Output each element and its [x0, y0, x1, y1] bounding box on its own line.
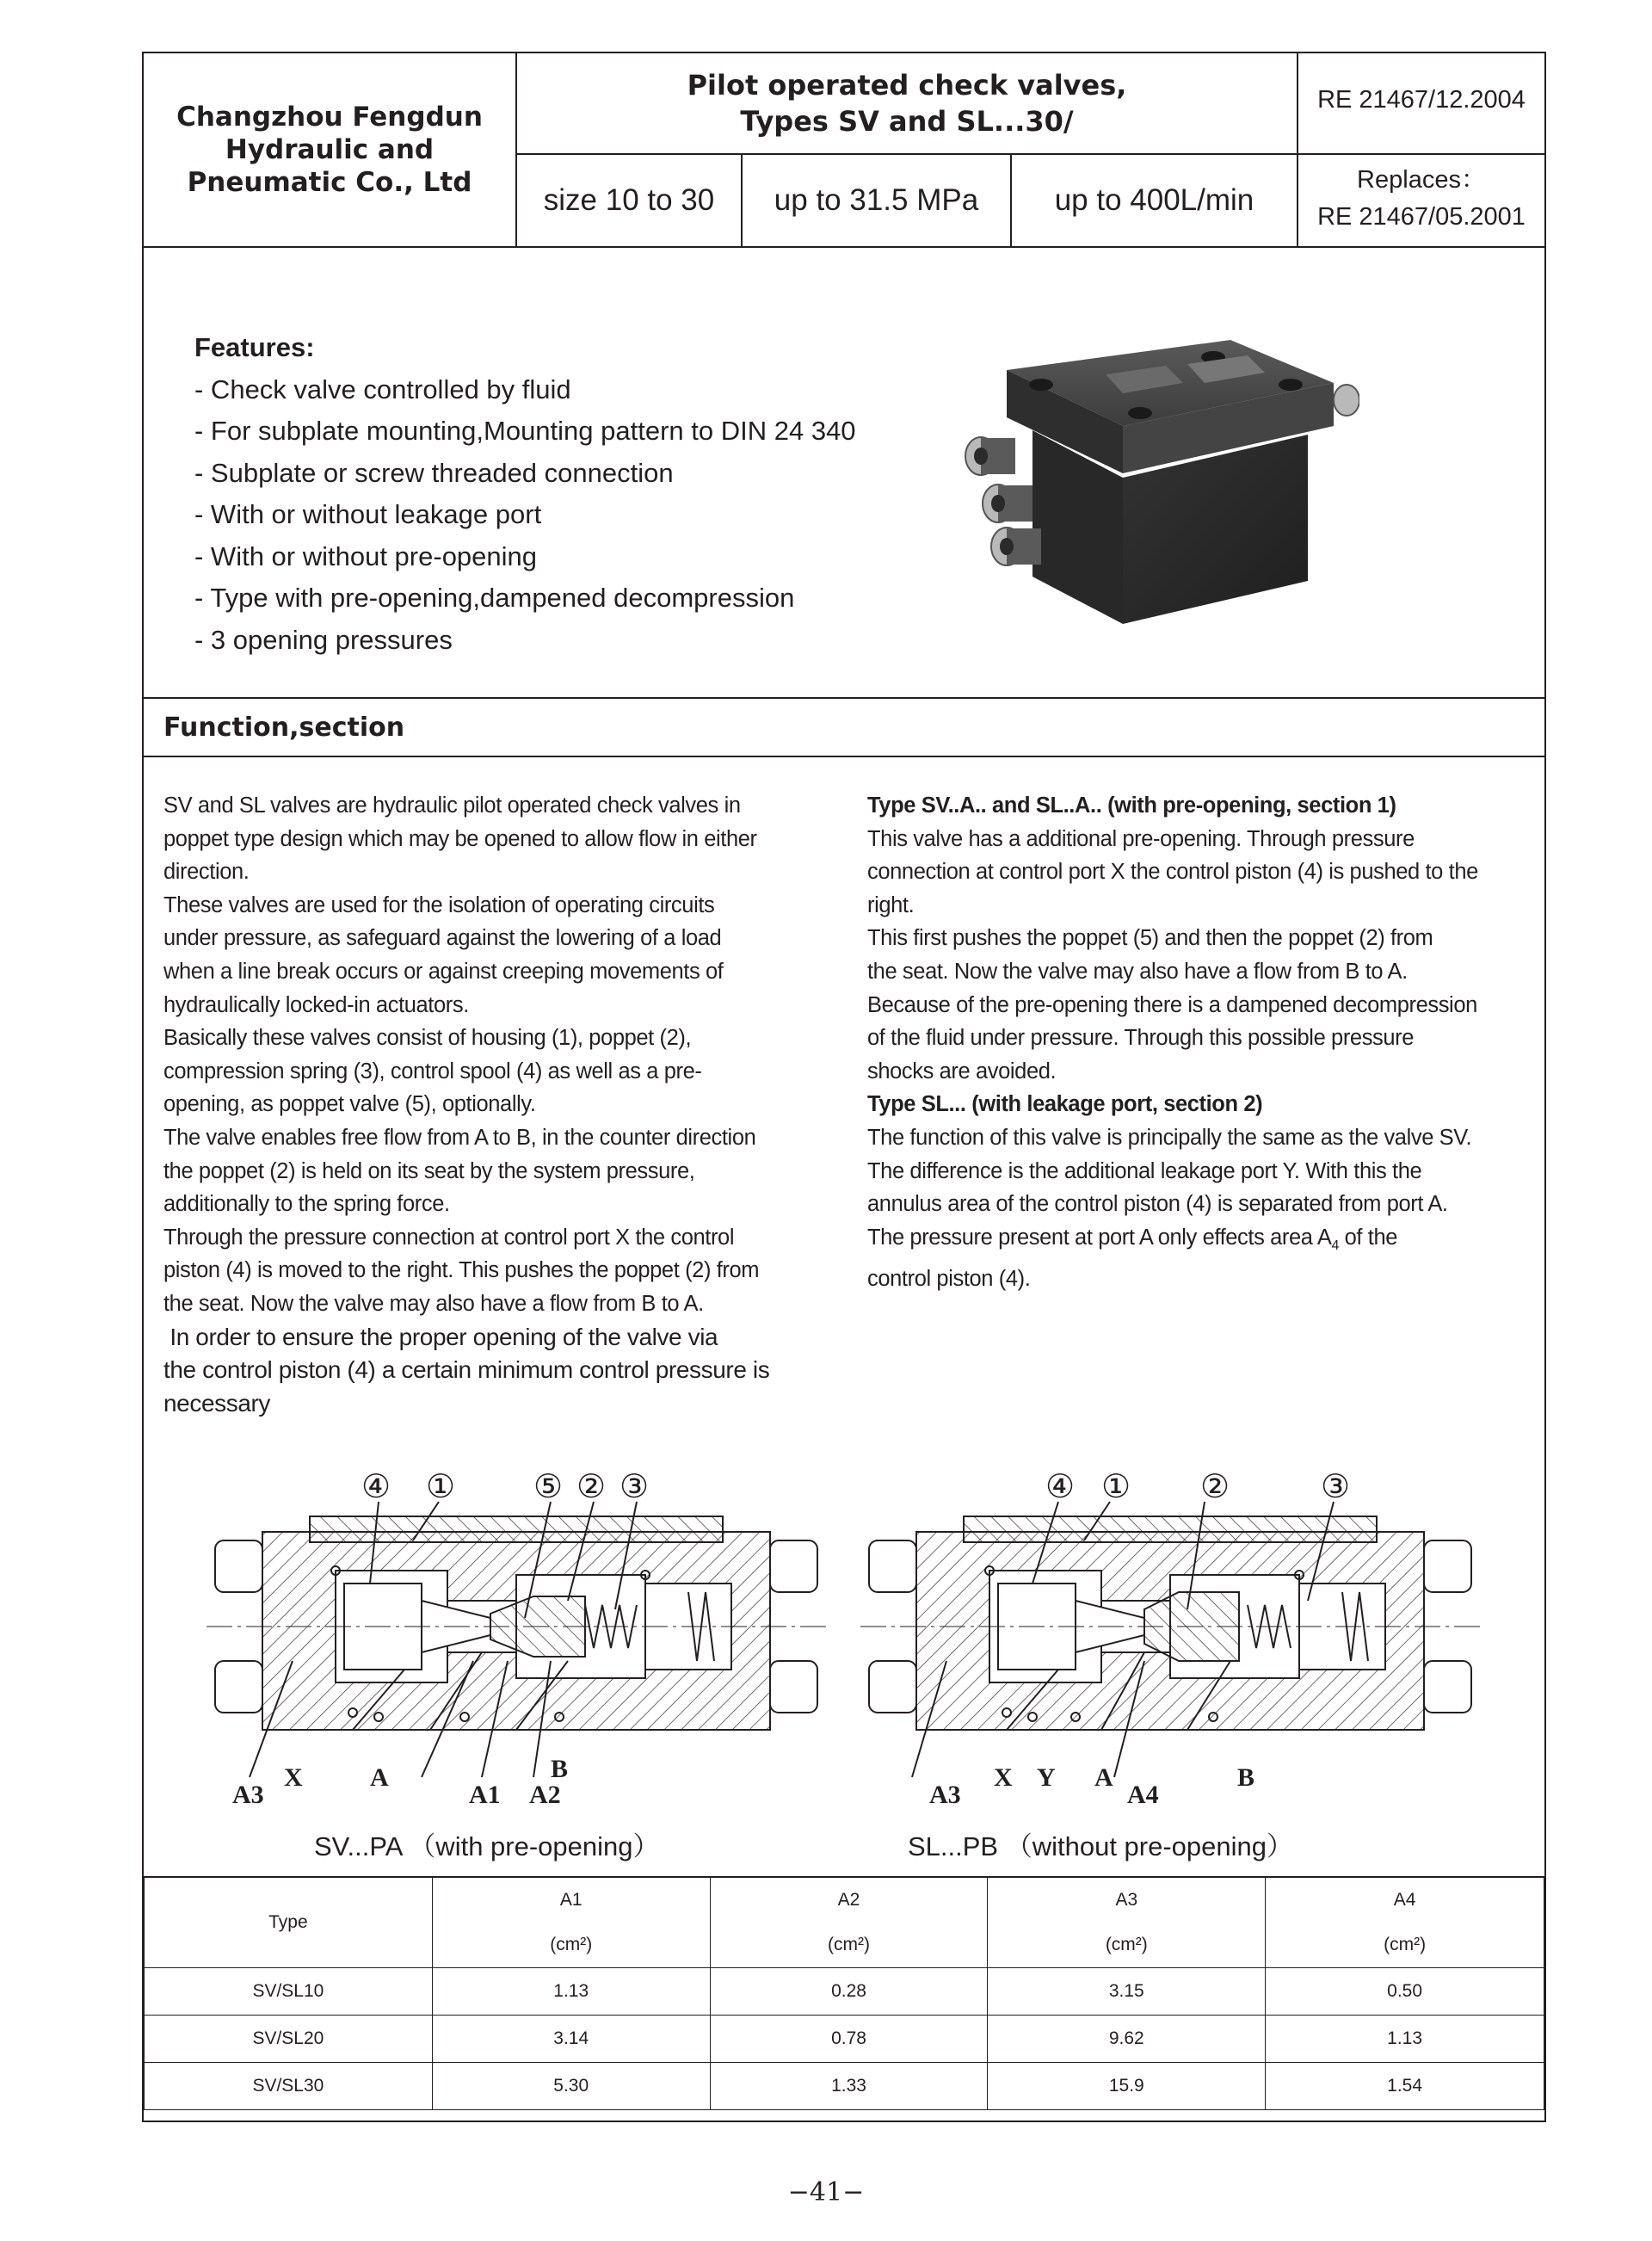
text-line: opening, as poppet valve (5), optionally. [163, 1092, 536, 1117]
text-line: the seat. Now the valve may also have a flow from B to A. [163, 1291, 704, 1316]
title-line: Pilot operated check valves, [687, 69, 1127, 102]
text-line: These valves are used for the isolation of operating circuits [163, 892, 715, 917]
text-line: poppet type design which may be opened to allow flow in either [163, 826, 757, 851]
company-line: Pneumatic Co., Ltd [187, 167, 472, 198]
port-label: A4 [1127, 1781, 1159, 1809]
callout-poppet: ② [1200, 1467, 1230, 1505]
table-unit-cell: (cm²) [432, 1923, 710, 1968]
area-table [144, 1876, 1544, 2110]
section-drawing-sv [206, 1454, 826, 1816]
table-cell-type: SV/SL20 [145, 2016, 433, 2063]
text-line: right. [867, 892, 915, 917]
spec-pressure: up to 31.5 MPa [774, 183, 979, 217]
table-cell: 3.14 [432, 2016, 710, 2063]
table-cell: 1.13 [432, 1968, 710, 2016]
text-line: piston (4) is moved to the right. This pushes the poppet (2) from [163, 1258, 760, 1283]
text-line: control piston (4). [867, 1267, 1031, 1292]
table-cell: 1.33 [710, 2063, 988, 2110]
callout-poppet: ② [576, 1467, 607, 1505]
function-text-left [163, 789, 835, 1420]
text-line: Basically these valves consist of housing (1), poppet (2), [163, 1026, 692, 1051]
port-label: A1 [469, 1781, 501, 1809]
text-line: the seat. Now the valve may also have a flow from B to A. [867, 959, 1408, 984]
valve-photo [955, 331, 1359, 637]
table-header-cell: A1 [432, 1877, 710, 1923]
feature-item: - Check valve controlled by fluid [194, 374, 571, 404]
replaces-number: RE 21467/05.2001 [1317, 203, 1526, 231]
doc-number: RE 21467/12.2004 [1317, 86, 1526, 114]
table-cell: 9.62 [988, 2016, 1266, 2063]
text-line: SV and SL valves are hydraulic pilot operated check valves in [163, 793, 741, 818]
table-cell: 0.78 [710, 2016, 988, 2063]
table-header-cell: A2 [710, 1877, 988, 1923]
table-cell: 5.30 [432, 2063, 710, 2110]
table-header-cell: A3 [988, 1877, 1266, 1923]
table-cell-type: SV/SL30 [145, 2063, 433, 2110]
text-line: of the fluid under pressure. Through this possible pressure [867, 1026, 1415, 1051]
port-label: X [994, 1763, 1013, 1792]
page-number: −41− [787, 2177, 865, 2207]
function-section-heading: Function,section [163, 713, 405, 743]
table-cell: 0.28 [710, 1968, 988, 2016]
callout-control-piston: ④ [1045, 1467, 1076, 1505]
company-name [144, 53, 515, 246]
table-cell: 3.15 [988, 1968, 1266, 2016]
text-line: hydraulically locked-in actuators. [163, 992, 469, 1017]
port-label: X [284, 1763, 303, 1792]
port-label: A2 [529, 1781, 561, 1809]
port-label: B [1237, 1763, 1255, 1792]
title-line: Types SV and SL...30/ [740, 105, 1074, 138]
text-line: the control piston (4) a certain minimum control pressure is [163, 1356, 770, 1384]
replaces-label: Replaces： [1357, 166, 1486, 194]
feature-item: - With or without leakage port [194, 499, 542, 529]
re-rule [1297, 153, 1546, 155]
table-cell: 1.54 [1266, 2063, 1544, 2110]
table-unit-cell: (cm²) [710, 1923, 988, 1968]
feature-item: - 3 opening pressures [194, 624, 453, 655]
table-row [145, 2063, 1544, 2110]
table-cell: 0.50 [1266, 1968, 1544, 2016]
table-header-row [145, 1877, 1544, 1923]
callout-housing: ① [426, 1467, 456, 1505]
callout-spring: ③ [1321, 1467, 1351, 1505]
header-bottom-rule [142, 246, 1546, 248]
text-line [867, 1221, 1538, 1263]
section-rule [142, 756, 1546, 757]
table-unit-cell: (cm²) [988, 1923, 1266, 1968]
port-label: A3 [929, 1781, 961, 1809]
table-header-cell: A4 [1266, 1877, 1544, 1923]
feature-item: - Type with pre-opening,dampened decompression [194, 583, 795, 613]
callout-spring: ③ [620, 1467, 650, 1505]
text-line: The difference is the additional leakage port Y. With this the [867, 1158, 1422, 1183]
feature-item: - With or without pre-opening [194, 540, 538, 571]
text-line: The valve enables free flow from A to B, in the counter direction [163, 1125, 756, 1150]
port-label: A [370, 1763, 389, 1792]
diagram-caption-right: SL...PB （without pre-opening） [908, 1831, 1294, 1861]
table-cell: 1.13 [1266, 2016, 1544, 2063]
text-line: when a line break occurs or against creeping movements of [163, 959, 724, 984]
table-row [145, 2016, 1544, 2063]
section-drawing-sl [860, 1454, 1480, 1816]
table-cell: 15.9 [988, 2063, 1266, 2110]
section-rule [142, 697, 1546, 699]
text-line: This valve has a additional pre-opening. Through pressure [867, 826, 1415, 851]
text-line: necessary [163, 1389, 271, 1417]
text-line: direction. [163, 860, 250, 885]
feature-item: - Subplate or screw threaded connection [194, 457, 674, 488]
text-fragment: of the [1338, 1225, 1398, 1250]
text-line: Because of the pre-opening there is a dampened decompression [867, 992, 1477, 1017]
port-label: A3 [232, 1781, 264, 1809]
port-label: B [551, 1755, 569, 1783]
table-unit-cell: (cm²) [1266, 1923, 1544, 1968]
text-fragment: The pressure present at port A only effects area A [867, 1225, 1332, 1250]
subheading: Type SV..A.. and SL..A.. (with pre-opening, section 1) [867, 793, 1396, 818]
callout-housing: ① [1101, 1467, 1131, 1505]
callout-control-piston: ④ [361, 1467, 391, 1505]
features-list [194, 327, 856, 661]
port-label: Y [1037, 1763, 1056, 1792]
text-line: the poppet (2) is held on its seat by the system pressure, [163, 1158, 695, 1183]
text-line: under pressure, as safeguard against the lowering of a load [163, 926, 722, 951]
text-line: compression spring (3), control spool (4) as well as a pre- [163, 1059, 702, 1083]
port-label: A [1094, 1763, 1113, 1792]
diagram-caption-left: SV...PA （with pre-opening） [314, 1831, 660, 1861]
text-line: In order to ensure the proper opening of the valve via [163, 1323, 718, 1350]
company-line: Changzhou Fengdun [176, 102, 483, 133]
function-text-right [867, 789, 1538, 1296]
document-title [517, 53, 1297, 153]
company-line: Hydraulic and [225, 134, 435, 165]
text-line: Through the pressure connection at control port X the control [163, 1225, 735, 1250]
features-heading: Features: [194, 332, 315, 362]
table-header-type: Type [145, 1877, 433, 1968]
callout-preopening-poppet: ⑤ [533, 1467, 564, 1505]
text-line: This first pushes the poppet (5) and then the poppet (2) from [867, 926, 1433, 951]
table-row [145, 1968, 1544, 2016]
feature-item: - For subplate mounting,Mounting pattern to DIN 24 340 [194, 416, 856, 446]
text-line: annulus area of the control piston (4) is separated from port A. [867, 1192, 1448, 1217]
table-cell-type: SV/SL10 [145, 1968, 433, 2016]
text-line: additionally to the spring force. [163, 1192, 450, 1217]
spec-size: size 10 to 30 [543, 183, 715, 217]
text-line: connection at control port X the control piston (4) is pushed to the [867, 860, 1478, 885]
subscript: 4 [1331, 1238, 1339, 1253]
text-line: The function of this valve is principally the same as the valve SV. [867, 1125, 1472, 1150]
subheading: Type SL... (with leakage port, section 2) [867, 1092, 1263, 1117]
text-line: shocks are avoided. [867, 1059, 1057, 1083]
spec-flow: up to 400L/min [1054, 183, 1254, 217]
